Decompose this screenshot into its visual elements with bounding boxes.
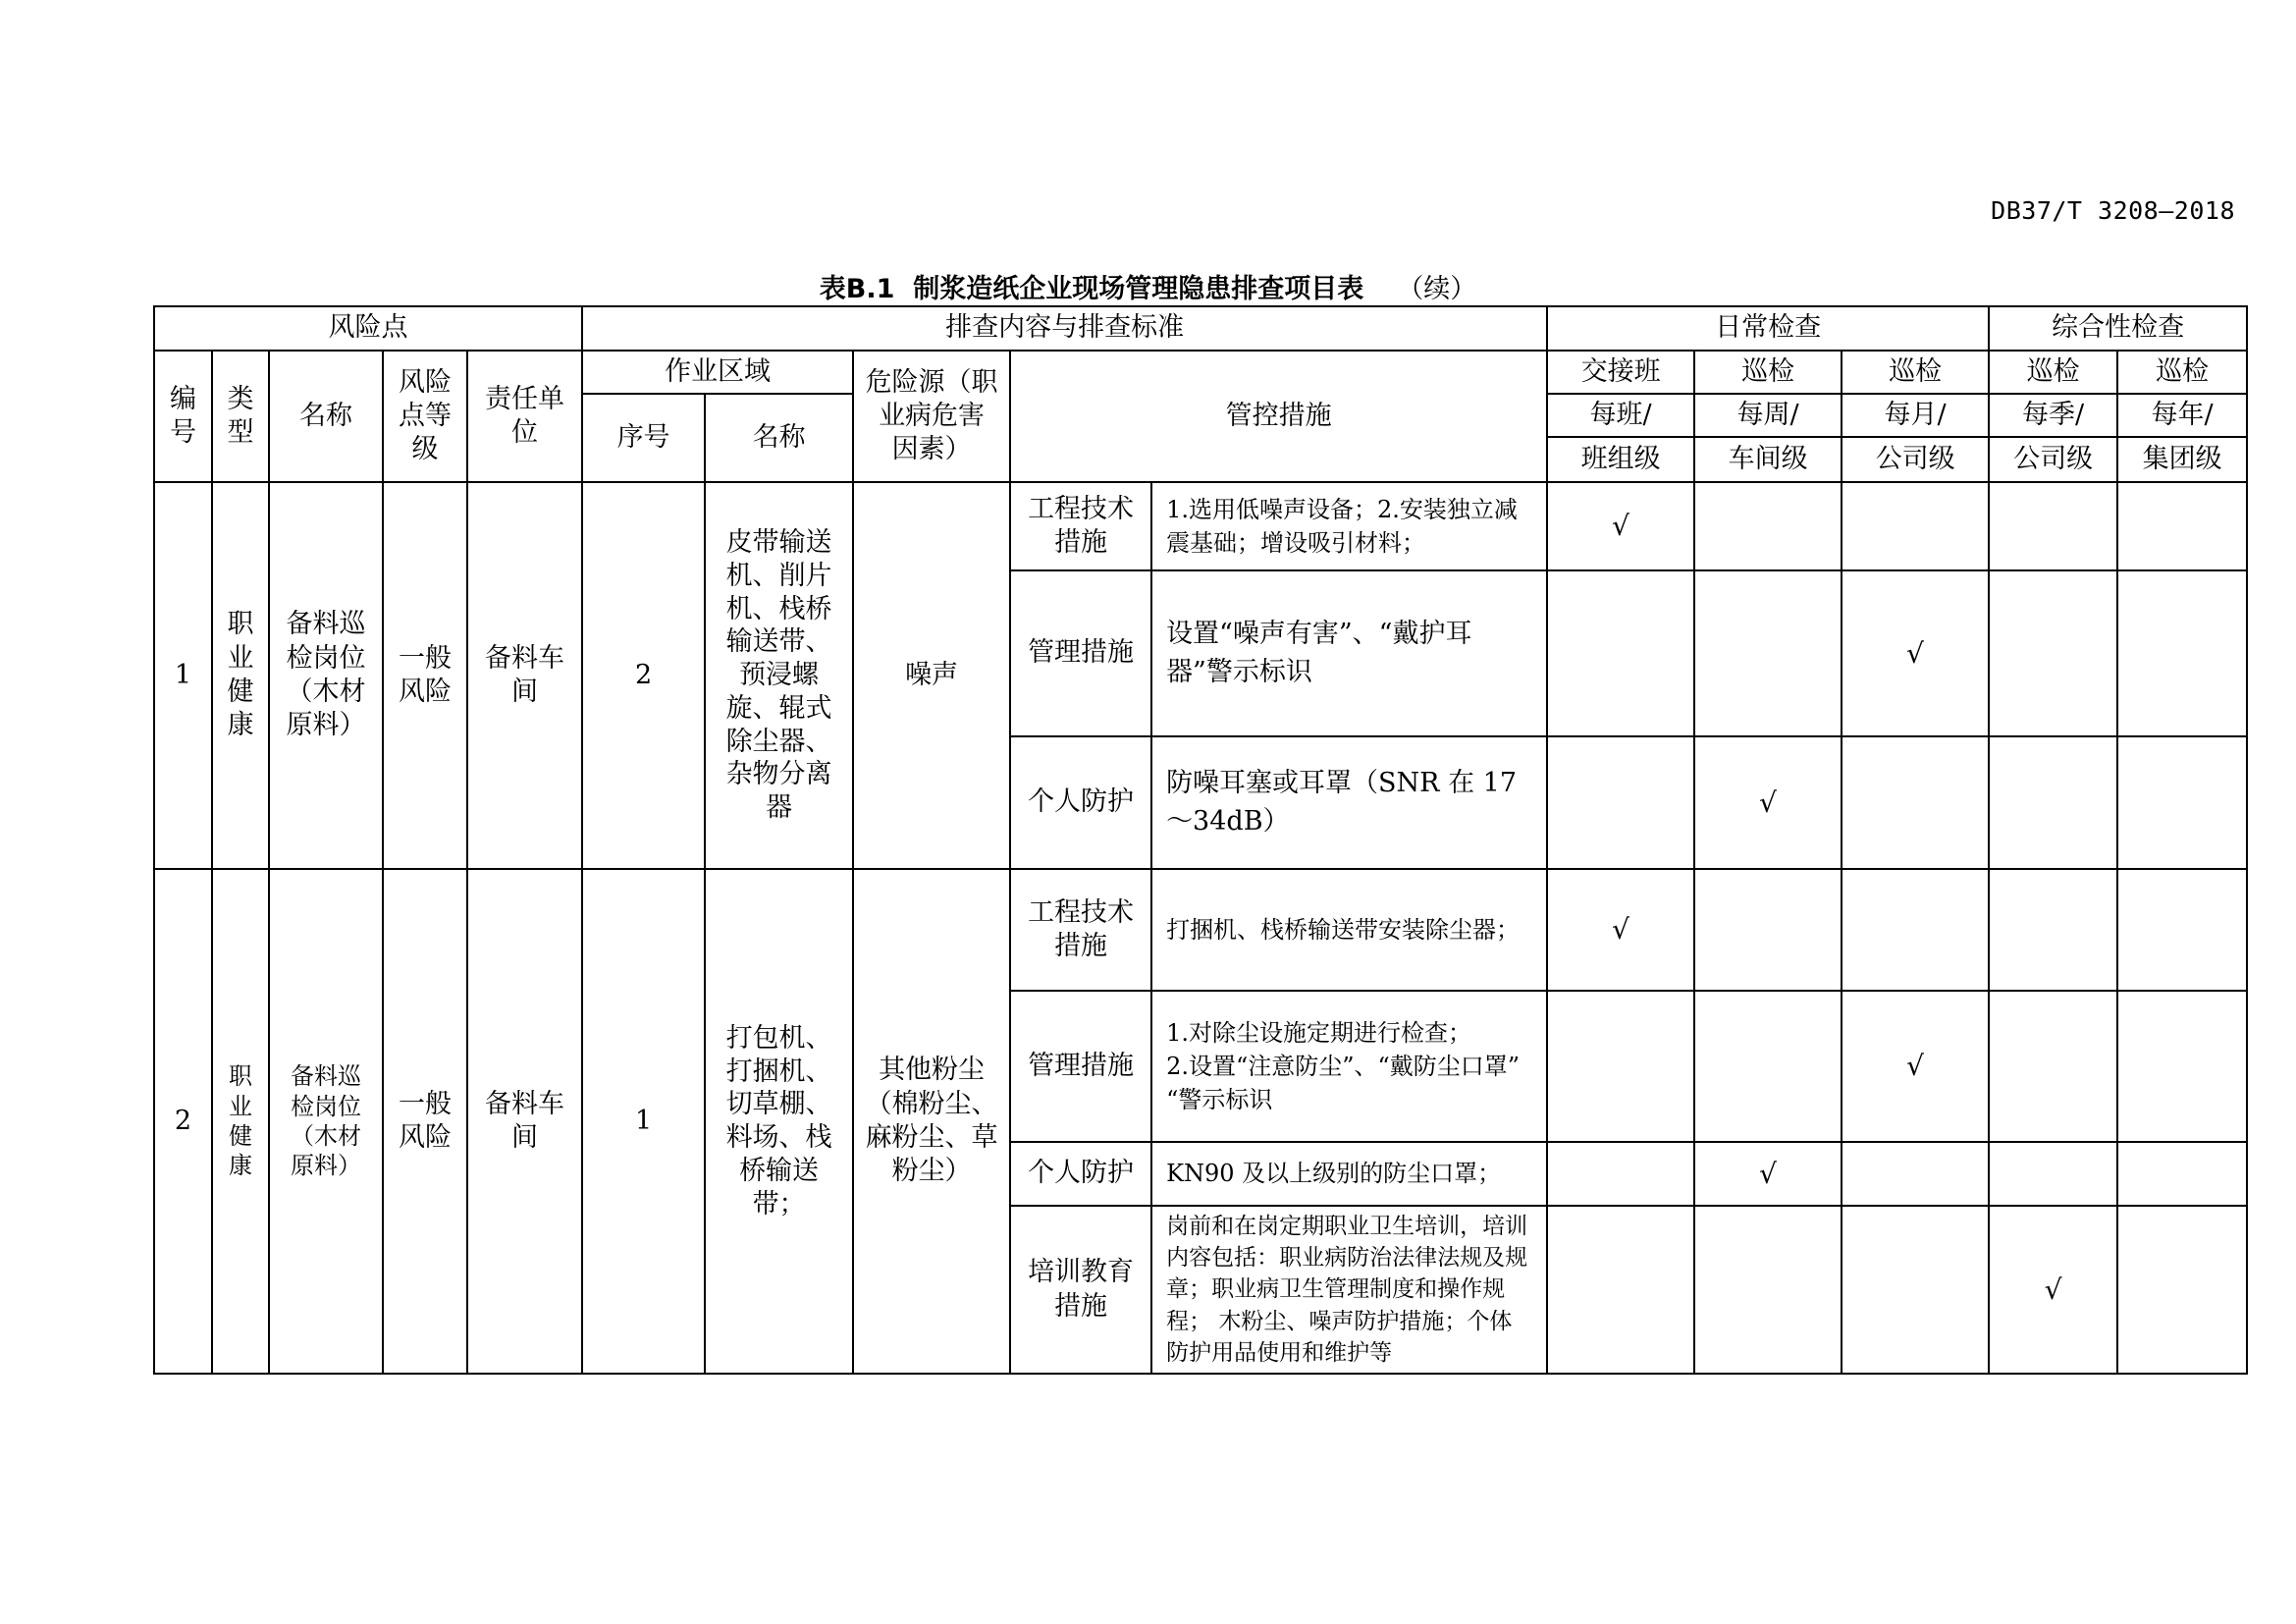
check-cell [2117,482,2247,570]
freq3-name: 巡检 [1842,351,1989,394]
check-cell [1547,991,1694,1142]
check-cell [2117,869,2247,991]
check-mark: √ [1694,1142,1842,1206]
freq1-level: 班组级 [1547,437,1694,482]
row-responsible-unit: 备料车 间 [467,869,582,1374]
measure-category: 个人防护 [1010,1142,1151,1206]
check-mark: √ [1694,736,1842,869]
responsible-unit-header: 责任单 位 [467,351,582,482]
type-header: 类 型 [212,351,269,482]
check-cell [1842,482,1989,570]
check-cell [1694,482,1842,570]
column-header-row-1 [154,351,2247,394]
check-mark: √ [1989,1206,2117,1374]
check-cell [2117,991,2247,1142]
measure-category: 培训教育 措施 [1010,1206,1151,1374]
row-responsible-unit: 备料车 间 [467,482,582,869]
seq-header: 序号 [582,394,705,482]
inspection-content-header: 排查内容与排查标准 [582,306,1547,351]
measure-text: 打捆机、栈桥输送带安装除尘器； [1151,869,1547,991]
measure-text: KN90 及以上级别的防尘口罩； [1151,1142,1547,1206]
check-cell [1989,1142,2117,1206]
row-number: 1 [154,482,212,869]
check-cell [2117,736,2247,869]
freq5-period: 每年/ [2117,394,2247,437]
check-cell [1694,869,1842,991]
check-cell [1842,736,1989,869]
freq4-name: 巡检 [1989,351,2117,394]
check-cell [1694,570,1842,736]
measure-category: 管理措施 [1010,570,1151,736]
comprehensive-check-header: 综合性检查 [1989,306,2247,351]
freq1-period: 每班/ [1547,394,1694,437]
row-area-name: 皮带输送 机、削片 机、栈桥 输送带、 预浸螺 旋、辊式 除尘器、 杂物分离 器 [705,482,853,869]
table-row [154,482,2247,570]
row-hazard: 噪声 [853,482,1010,869]
row-seq: 2 [582,482,705,869]
freq3-level: 公司级 [1842,437,1989,482]
check-cell [1989,869,2117,991]
check-mark: √ [1842,570,1989,736]
measure-text: 岗前和在岗定期职业卫生培训，培训内容包括：职业病防治法律法规及规章；职业病卫生管理制度和操作规程； 木粉尘、噪声防护措施；个体防护用品使用和维护等 [1151,1206,1547,1374]
document-code: DB37/T 3208—2018 [1991,196,2235,225]
table-title [0,267,2296,305]
check-mark: √ [1842,991,1989,1142]
row-hazard: 其他粉尘 （棉粉尘、 麻粉尘、草 粉尘） [853,869,1010,1374]
row-type: 职 业 健 康 [212,482,269,869]
freq3-period: 每月/ [1842,394,1989,437]
check-cell [1989,570,2117,736]
number-header: 编 号 [154,351,212,482]
check-cell [1989,736,2117,869]
table-row [154,869,2247,991]
check-cell [1989,482,2117,570]
measure-category: 工程技术 措施 [1010,482,1151,570]
freq4-period: 每季/ [1989,394,2117,437]
check-cell [1842,1206,1989,1374]
check-cell [2117,570,2247,736]
row-risk-level: 一般 风险 [383,869,467,1374]
freq2-name: 巡检 [1694,351,1842,394]
row-seq: 1 [582,869,705,1374]
measure-category: 工程技术 措施 [1010,869,1151,991]
check-mark: √ [1547,869,1694,991]
inspection-table [153,305,2248,1375]
check-cell [1694,1206,1842,1374]
check-cell [1842,869,1989,991]
control-measures-header: 管控措施 [1010,351,1547,482]
table-title-main: 表B.1 制浆造纸企业现场管理隐患排查项目表 [819,274,1364,304]
freq2-period: 每周/ [1694,394,1842,437]
measure-category: 管理措施 [1010,991,1151,1142]
check-cell [2117,1206,2247,1374]
risk-point-header: 风险点 [154,306,582,351]
measure-text: 设置“噪声有害”、“戴护耳器”警示标识 [1151,570,1547,736]
area-name-header: 名称 [705,394,853,482]
name-header: 名称 [269,351,383,482]
measure-text: 1.选用低噪声设备；2.安装独立减震基础；增设吸引材料； [1151,482,1547,570]
group-header-row [154,306,2247,351]
freq1-name: 交接班 [1547,351,1694,394]
check-cell [1547,1142,1694,1206]
freq5-name: 巡检 [2117,351,2247,394]
row-type: 职 业 健 康 [212,869,269,1374]
check-cell [1842,1142,1989,1206]
freq4-level: 公司级 [1989,437,2117,482]
measure-category: 个人防护 [1010,736,1151,869]
check-cell [1989,991,2117,1142]
measure-text: 1.对除尘设施定期进行检查； 2.设置“注意防尘”、“戴防尘口罩” “警示标识 [1151,991,1547,1142]
work-area-header: 作业区域 [582,351,853,394]
risk-level-header: 风险 点等 级 [383,351,467,482]
check-mark: √ [1547,482,1694,570]
check-cell [1694,991,1842,1142]
row-risk-level: 一般 风险 [383,482,467,869]
freq5-level: 集团级 [2117,437,2247,482]
hazard-header: 危险源（职 业病危害 因素） [853,351,1010,482]
check-cell [1547,570,1694,736]
check-cell [1547,1206,1694,1374]
measure-text: 防噪耳塞或耳罩（SNR 在 17～34dB） [1151,736,1547,869]
row-number: 2 [154,869,212,1374]
check-cell [1547,736,1694,869]
check-cell [2117,1142,2247,1206]
row-area-name: 打包机、 打捆机、 切草棚、 料场、栈 桥输送 带； [705,869,853,1374]
table-title-continued: （续） [1397,274,1477,304]
row-name: 备料巡 检岗位 （木材 原料） [269,869,383,1374]
row-name: 备料巡 检岗位 （木材 原料） [269,482,383,869]
freq2-level: 车间级 [1694,437,1842,482]
daily-check-header: 日常检查 [1547,306,1989,351]
